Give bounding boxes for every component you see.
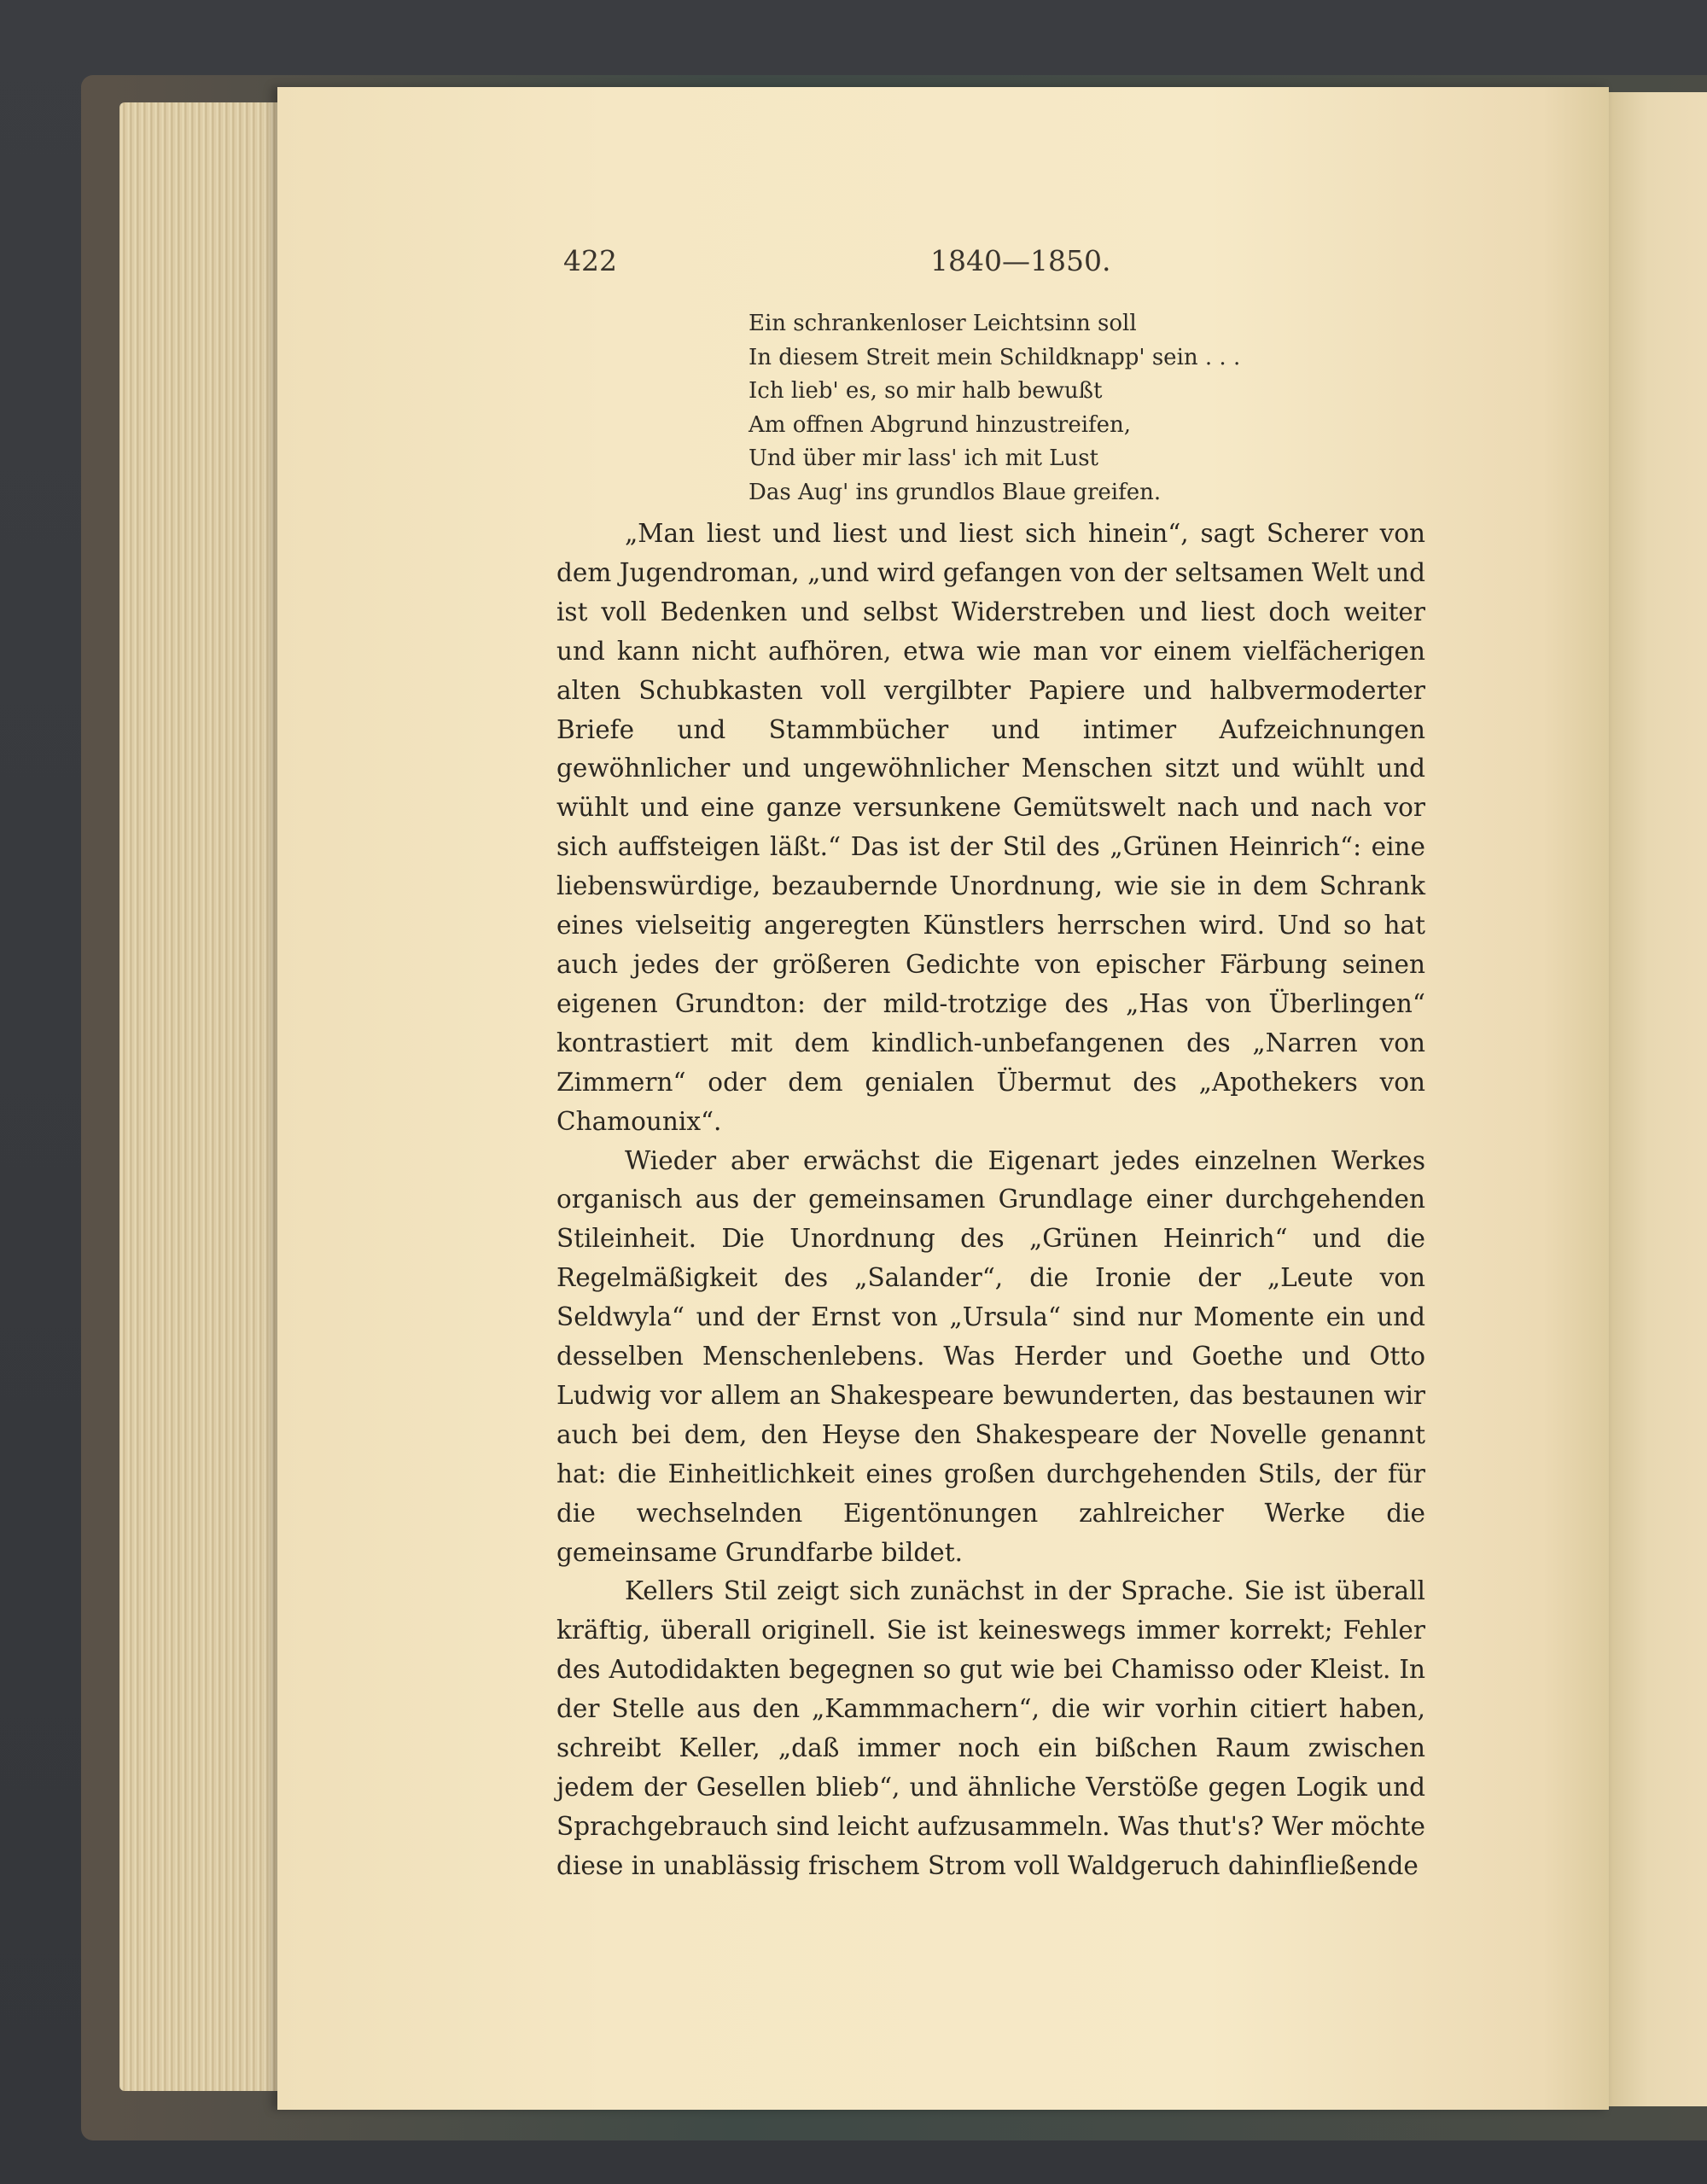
running-head [563,244,1425,287]
poem-line: Das Aug' ins grundlos Blaue greifen. [749,479,1162,505]
page-number: 422 [563,244,617,277]
paragraph-sprache: Kellers Stil zeigt sich zunächst in der Sprache. Sie ist überall kräftig, überall originell. Sie ist keineswegs immer korrekt; Fehler des Autodidakten begegnen so gut wie bei Chamisso oder Kleist. In der Stelle aus den „Kammmachern“, die wir vorhin citiert haben, schreibt Keller, „daß immer noch ein bißchen Raum zwischen jedem der Gesellen blieb“, und ähnliche Verstöße gegen Logik und Sprachgebrauch sind leicht aufzusammeln. Was thut's? Wer möchte diese in unablässig frischem Strom voll Waldgeruch dahinfließende [556,1576,1425,1880]
facing-page-edge [1609,92,1707,2106]
text-block [556,307,1425,1886]
page-stack-edges [119,102,290,2091]
paragraph-scherer-quote: „Man liest und liest und liest sich hinein“, sagt Scherer von dem Jugendroman, „und wird gefangen von der seltsamen Welt und ist voll Bedenken und selbst Widerstreben und liest doch weiter und kann nicht aufhören, etwa wie man vor einem vielfächerigen alten Schubkasten voll vergilbter Papiere und halbvermoderter Briefe und Stammbücher und intimer Aufzeichnungen gewöhnlicher und ungewöhnlicher Menschen sitzt und wühlt und wühlt und eine ganze versunkene Gemütswelt nach und nach vor sich auffsteigen läßt.“ Das ist der Stil des „Grünen Heinrich“: eine liebenswürdige, bezaubernde Unordnung, wie sie in dem Schrank eines vielseitig angeregten Künstlers herrschen wird. Und so hat auch jedes der größeren Gedichte von epischer Färbung seinen eigenen Grundton: der mild-trotzige des „Has von Überlingen“ kontrastiert mit dem kindlich-unbefangenen des „Narren von Zimmern“ oder dem genialen Übermut des „Apothekers von Chamounix“. [556,519,1425,1136]
poem-line: Am offnen Abgrund hinzustreifen, [749,411,1132,438]
paragraph-stileinheit: Wieder aber erwächst die Eigenart jedes einzelnen Werkes organisch aus der gemeinsamen Grundlage einer durchgehenden Stileinheit. Die Unordnung des „Grünen Heinrich“ und die Regelmäßigkeit des „Salander“, die Ironie der „Leute von Seldwyla“ und der Ernst von „Ursula“ sind nur Momente ein und desselben Menschenlebens. Was Herder und Goethe und Otto Ludwig vor allem an Shakespeare bewunderten, das bestaunen wir auch bei dem, den Heyse den Shakespeare der Novelle genannt hat: die Einheitlichkeit eines großen durchgehenden Stils, der für die wechselnden Eigentönungen zahlreicher Werke die gemeinsame Grundfarbe bildet. [556,1145,1425,1567]
poem-stanza [749,307,1425,510]
poem-line: In diesem Streit mein Schildknapp' sein . . . [749,344,1241,370]
poem-line: Ich lieb' es, so mir halb bewußt [749,378,1103,404]
running-title: 1840—1850. [930,244,1111,277]
poem-line: Und über mir lass' ich mit Lust [749,446,1098,471]
poem-line: Ein schrankenloser Leichtsinn soll [749,311,1137,336]
